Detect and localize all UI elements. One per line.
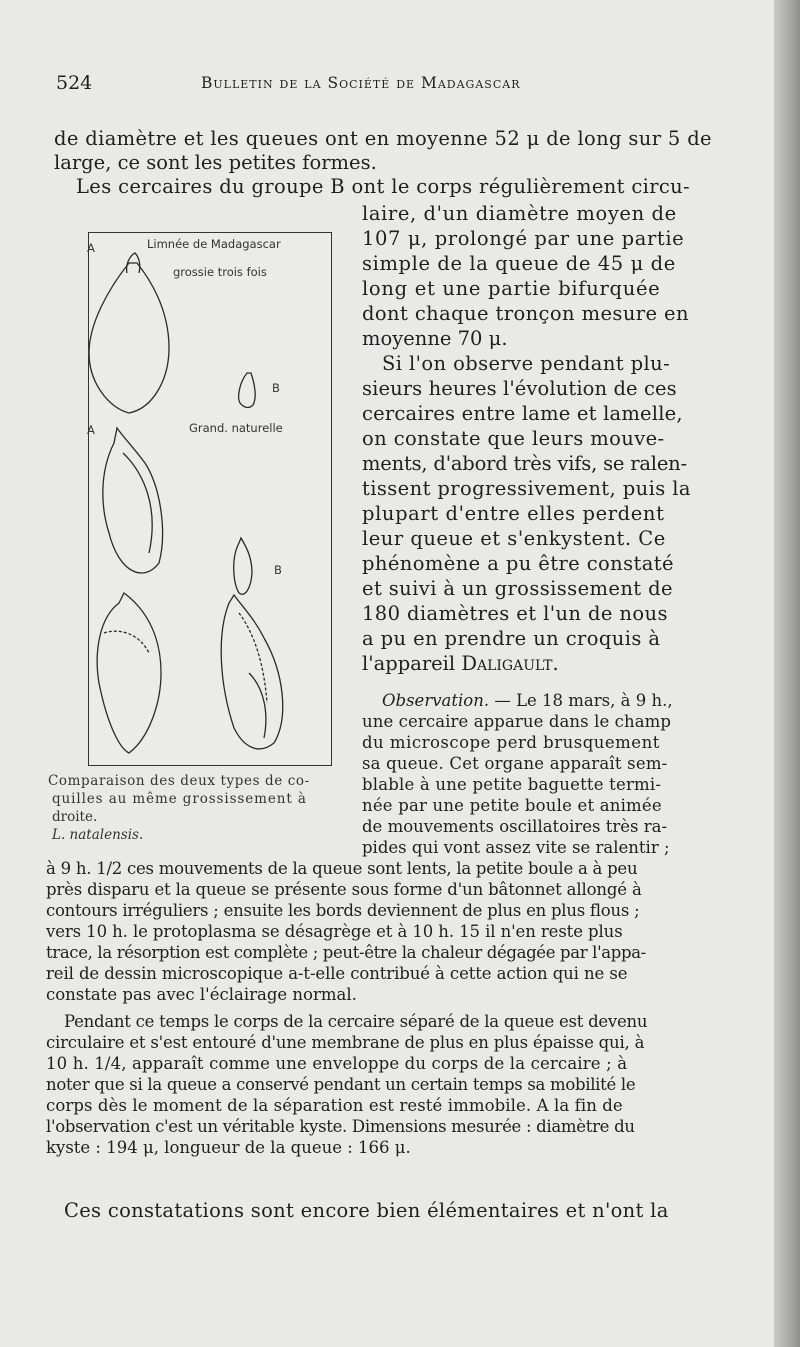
- text-line: reil de dessin microscopique a-t-elle contribué à cette action qui ne se: [46, 964, 628, 983]
- observation-heading-line: [382, 690, 673, 711]
- text-line: Les cercaires du groupe B ont le corps régulièrement circu-: [76, 175, 690, 198]
- text-line: cercaires entre lame et lamelle,: [362, 402, 683, 425]
- text-line: à 9 h. 1/2 ces mouvements de la queue sont lents, la petite boule a à peu: [46, 859, 638, 878]
- text-line: une cercaire apparue dans le champ: [362, 712, 672, 731]
- text-line: noter que si la queue a conservé pendant un certain temps sa mobilité le: [46, 1075, 636, 1094]
- figure-label-a-mid: A: [87, 423, 95, 437]
- text-line: 10 h. 1/4, apparaît comme une enveloppe du corps de la cercaire ; à: [46, 1054, 628, 1073]
- text-line: a pu en prendre un croquis à: [362, 627, 661, 650]
- observation-label: Observation.: [382, 691, 490, 710]
- figure-label-b-mid: B: [274, 563, 282, 577]
- shell-outline-b-top: [239, 373, 256, 407]
- text-line: constate pas avec l'éclairage normal.: [46, 985, 357, 1004]
- text-line: large, ce sont les petites formes.: [54, 151, 377, 174]
- page-edge-shadow: [774, 0, 800, 1347]
- running-header: [56, 72, 706, 96]
- text-line: circulaire et s'est entouré d'une membrane de plus en plus épaisse qui, à: [46, 1033, 645, 1052]
- text-line: du microscope perd brusquement: [362, 733, 660, 752]
- text-line: [362, 651, 559, 676]
- text-line: tissent progressivement, puis la: [362, 477, 691, 500]
- text-line: près disparu et la queue se présente sous forme d'un bâtonnet allongé à: [46, 880, 642, 899]
- figure-label-a-top: A: [87, 241, 95, 255]
- text-line: de diamètre et les queues ont en moyenne 52 μ de long sur 5 de: [54, 127, 712, 150]
- text-line: sa queue. Cet organe apparaît sem-: [362, 754, 668, 773]
- shell-outline-a-top: [89, 263, 169, 413]
- text-line: moyenne 70 μ.: [362, 327, 508, 350]
- text-line: blable à une petite baguette termi-: [362, 775, 662, 794]
- caption-text: droite.: [52, 809, 98, 825]
- caption-line: quilles au même grossissement à: [52, 791, 307, 807]
- shell-whorl-left-bottom: [104, 631, 149, 653]
- text-line: vers 10 h. le protoplasma se désagrège et à 10 h. 15 il n'en reste plus: [46, 922, 623, 941]
- text-line: sieurs heures l'évolution de ces: [362, 377, 677, 400]
- shell-lip-right-bottom: [249, 673, 266, 738]
- running-title: Bulletin de la Société de Madagascar: [201, 74, 521, 92]
- shell-drawings: [89, 233, 331, 765]
- shell-outline-a-mid: [103, 428, 163, 573]
- shell-figure: [88, 232, 332, 766]
- text-line: phénomène a pu être constaté: [362, 552, 674, 575]
- shell-outline-right-bottom: [221, 595, 283, 749]
- text-line: leur queue et s'enkystent. Ce: [362, 527, 666, 550]
- text-line: 180 diamètres et l'un de nous: [362, 602, 668, 625]
- text-line: pides qui vont assez vite se ralentir ;: [362, 838, 670, 857]
- text-line: plupart d'entre elles perdent: [362, 502, 665, 525]
- text-line: kyste : 194 μ, longueur de la queue : 166 μ.: [46, 1138, 411, 1157]
- caption-species: L. natalensis.: [52, 827, 144, 843]
- text-line: corps dès le moment de la séparation est resté immobile. A la fin de: [46, 1096, 623, 1115]
- text-line: née par une petite boule et animée: [362, 796, 662, 815]
- text-line: Pendant ce temps le corps de la cercaire séparé de la queue est devenu: [64, 1012, 648, 1031]
- text-line: 107 μ, prolongé par une partie: [362, 227, 685, 250]
- figure-label-b-top: B: [272, 381, 280, 395]
- text-line: l'observation c'est un véritable kyste. Dimensions mesurée : diamètre du: [46, 1117, 635, 1136]
- author-name: Daligault.: [461, 652, 559, 675]
- shell-whorl-right-bottom: [239, 613, 267, 703]
- text-line: laire, d'un diamètre moyen de: [362, 202, 677, 225]
- text-line: Si l'on observe pendant plu-: [382, 352, 671, 375]
- page-number: 524: [56, 72, 93, 94]
- figure-natural-size: Grand. naturelle: [189, 421, 283, 435]
- caption-line: [48, 808, 348, 844]
- observation-text: — Le 18 mars, à 9 h.,: [489, 691, 673, 710]
- text-line: ments, d'abord très vifs, se ralen-: [362, 452, 687, 475]
- text-line: de mouvements oscillatoires très ra-: [362, 817, 668, 836]
- text-line: et suivi à un grossissement de: [362, 577, 673, 600]
- text-line: Ces constatations sont encore bien élémentaires et n'ont la: [64, 1199, 669, 1222]
- caption-line: Comparaison des deux types de co-: [48, 773, 310, 789]
- text-line: trace, la résorption est complète ; peut-être la chaleur dégagée par l'appa-: [46, 943, 646, 962]
- figure-title-line1: Limnée de Madagascar: [147, 237, 281, 251]
- figure-title-line2: grossie trois fois: [173, 265, 267, 279]
- text-line: dont chaque tronçon mesure en: [362, 302, 689, 325]
- shell-outline-b-mid: [234, 538, 252, 594]
- text-line: on constate que leurs mouve-: [362, 427, 665, 450]
- text-line: simple de la queue de 45 μ de: [362, 252, 676, 275]
- text-line: contours irréguliers ; ensuite les bords deviennent de plus en plus flous ;: [46, 901, 640, 920]
- text-segment: l'appareil: [362, 652, 462, 675]
- figure-caption: [48, 772, 348, 844]
- text-line: long et une partie bifurquée: [362, 277, 661, 300]
- shell-outline-left-bottom: [97, 593, 161, 753]
